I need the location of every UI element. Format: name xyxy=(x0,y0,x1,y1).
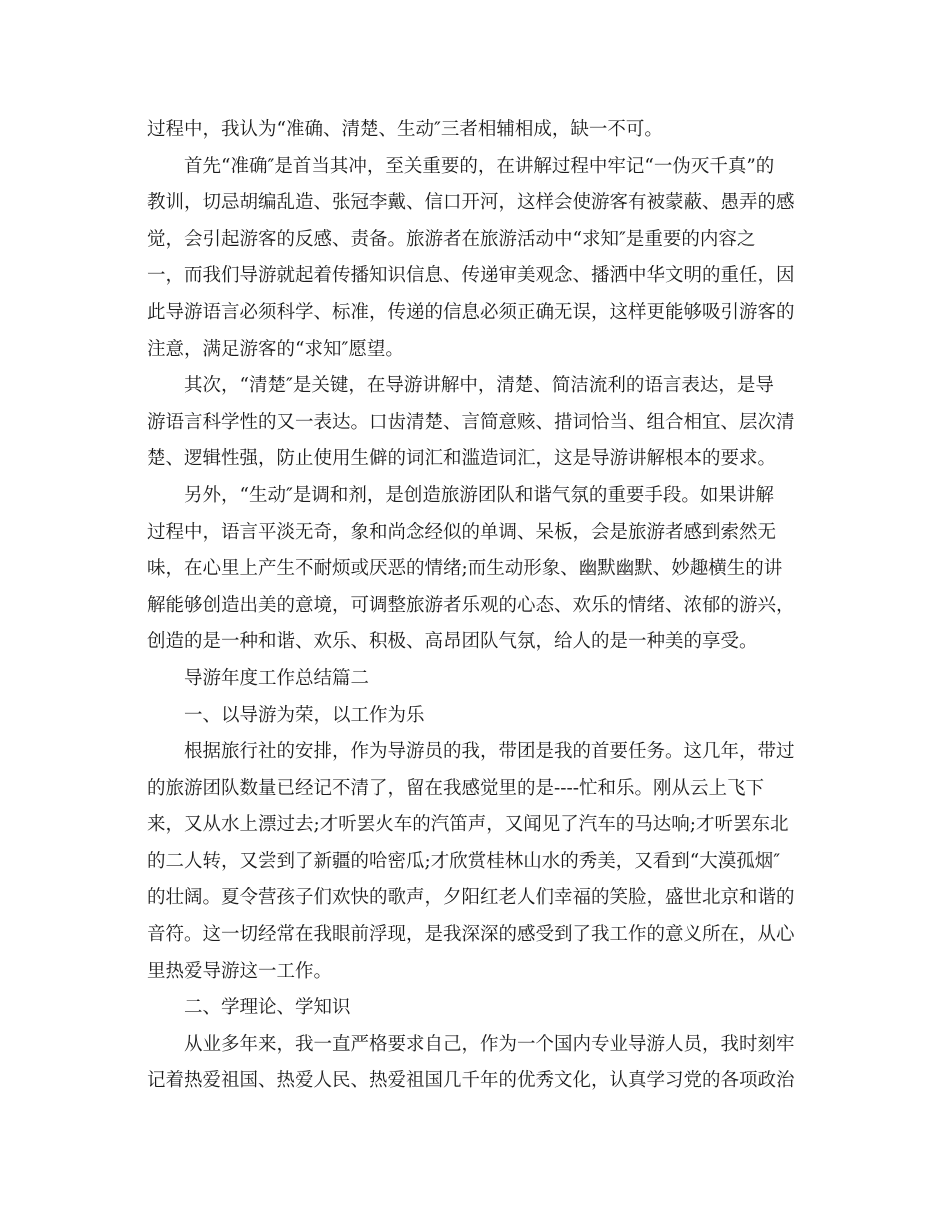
text-line: 的二人转，又尝到了新疆的哈密瓜;才欣赏桂林山水的秀美，又看到“大漠孤烟″ xyxy=(147,850,781,872)
subsection-heading: 一、以导游为荣，以工作为乐 xyxy=(184,704,425,726)
text-line: 记着热爱祖国、热爱人民、热爱祖国几千年的优秀文化，认真学习党的各项政治 xyxy=(147,1070,795,1092)
text-line: 的壮阔。夏令营孩子们欢快的歌声，夕阳红老人们幸福的笑脸，盛世北京和谐的 xyxy=(147,887,795,909)
text-line: 另外，“生动″是调和剂，是创造旅游团队和谐气氛的重要手段。如果讲解 xyxy=(184,484,774,506)
text-line: 音符。这一切经常在我眼前浮现，是我深深的感受到了我工作的意义所在，从心 xyxy=(147,924,795,946)
text-line: 根据旅行社的安排，作为导游员的我，带团是我的首要任务。这几年，带过 xyxy=(184,741,795,763)
text-line: 一，而我们导游就起着传播知识信息、传递审美观念、播洒中华文明的重任，因 xyxy=(147,265,795,287)
section-heading: 导游年度工作总结篇二 xyxy=(184,667,370,689)
text-line: 里热爱导游这一工作。 xyxy=(147,960,333,982)
text-line: 教训，切忌胡编乱造、张冠李戴、信口开河，这样会使游客有被蒙蔽、愚弄的感 xyxy=(147,192,795,214)
text-line: 注意，满足游客的“求知″愿望。 xyxy=(147,338,404,360)
document-body xyxy=(147,112,803,1100)
text-line: 此导游语言必须科学、标准，传递的信息必须正确无误，这样更能够吸引游客的 xyxy=(147,301,795,323)
text-line: 的旅游团队数量已经记不清了，留在我感觉里的是----忙和乐。刚从云上飞下 xyxy=(147,777,765,799)
text-line: 游语言科学性的又一表达。口齿清楚、言简意赅、措词恰当、组合相宜、层次清 xyxy=(147,411,795,433)
text-line: 从业多年来，我一直严格要求自己，作为一个国内专业导游人员，我时刻牢 xyxy=(184,1033,795,1055)
text-line: 过程中，语言平淡无奇，象和尚念经似的单调、呆板，会是旅游者感到索然无 xyxy=(147,521,777,543)
text-line: 解能够创造出美的意境，可调整旅游者乐观的心态、欢乐的情绪、浓郁的游兴， xyxy=(147,594,795,616)
text-line: 觉，会引起游客的反感、责备。旅游者在旅游活动中“求知″是重要的内容之 xyxy=(147,228,756,250)
text-line: 来，又从水上漂过去;才听罢火车的汽笛声，又闻见了汽车的马达响;才听罢东北 xyxy=(147,814,789,836)
text-line: 过程中，我认为“准确、清楚、生动″三者相辅相成，缺一不可。 xyxy=(147,119,663,140)
text-line: 首先“准确″是首当其冲，至关重要的，在讲解过程中牢记“一伪灭千真”的 xyxy=(184,155,775,177)
text-line: 创造的是一种和谐、欢乐、积极、高昂团队气氛，给人的是一种美的享受。 xyxy=(147,631,758,653)
text-line: 味，在心里上产生不耐烦或厌恶的情绪;而生动形象、幽默幽默、妙趣横生的讲 xyxy=(147,558,783,580)
subsection-heading: 二、学理论、学知识 xyxy=(184,997,351,1019)
text-line: 其次，“清楚″是关键，在导游讲解中，清楚、简洁流利的语言表达，是导 xyxy=(184,375,774,397)
text-line: 楚、逻辑性强，防止使用生僻的词汇和滥造词汇，这是导游讲解根本的要求。 xyxy=(147,448,777,470)
